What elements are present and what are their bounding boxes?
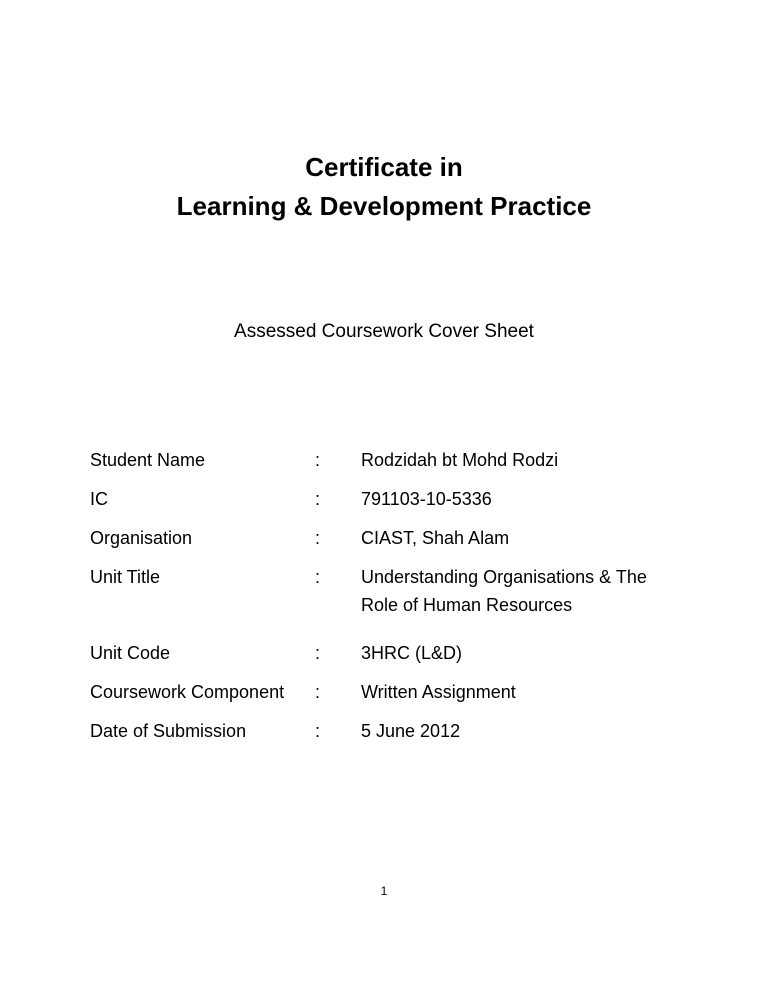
detail-value — [361, 717, 710, 745]
detail-row-student-name — [90, 446, 710, 474]
detail-label: Organisation — [90, 528, 193, 548]
detail-value-line: Rodzidah bt Mohd Rodzi — [361, 450, 559, 470]
detail-label: Unit Code — [90, 643, 171, 663]
detail-value-line: Written Assignment — [361, 682, 516, 702]
detail-row-unit-title — [90, 563, 710, 619]
detail-value-line: CIAST, Shah Alam — [361, 528, 510, 548]
detail-separator: : — [315, 721, 321, 741]
detail-value-line: Role of Human Resources — [361, 595, 573, 615]
title-line-1: Certificate in — [305, 152, 463, 182]
detail-separator: : — [315, 567, 321, 587]
detail-separator: : — [315, 528, 321, 548]
detail-label: Coursework Component — [90, 682, 285, 702]
detail-value-line: 5 June 2012 — [361, 721, 461, 741]
detail-value — [361, 563, 710, 619]
detail-separator: : — [315, 489, 321, 509]
document-subtitle: Assessed Coursework Cover Sheet — [234, 321, 534, 342]
detail-label: Date of Submission — [90, 721, 247, 741]
detail-label: Unit Title — [90, 567, 161, 587]
detail-separator: : — [315, 643, 321, 663]
detail-value — [361, 485, 710, 513]
detail-label: IC — [90, 489, 108, 509]
detail-row-coursework-component — [90, 678, 710, 706]
detail-row-ic — [90, 485, 710, 513]
detail-value-line: Understanding Organisations & The — [361, 567, 647, 587]
detail-row-date-of-submission — [90, 717, 710, 745]
detail-label: Student Name — [90, 450, 206, 470]
detail-value-line: 3HRC (L&D) — [361, 643, 463, 663]
title-line-2: Learning & Development Practice — [176, 191, 592, 221]
document-title — [0, 148, 768, 226]
detail-row-organisation — [90, 524, 710, 552]
detail-value — [361, 446, 710, 474]
detail-separator: : — [315, 450, 321, 470]
cover-details — [90, 446, 710, 756]
detail-value — [361, 678, 710, 706]
page-number: 1 — [380, 884, 388, 898]
detail-row-unit-code — [90, 639, 710, 667]
detail-value-line: 791103-10-5336 — [361, 489, 492, 509]
detail-value — [361, 524, 710, 552]
detail-separator: : — [315, 682, 321, 702]
detail-value — [361, 639, 710, 667]
